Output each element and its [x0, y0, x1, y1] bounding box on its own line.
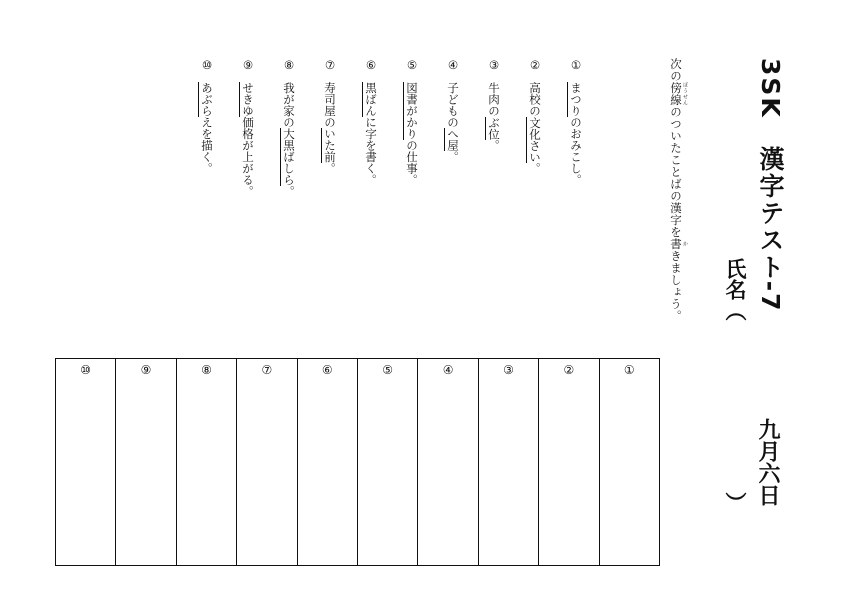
question-number: ⑩ [200, 58, 214, 72]
question-target: 黒ばん [364, 82, 378, 117]
question-item [527, 58, 543, 174]
answer-cell-10[interactable]: ⑩ [80, 363, 92, 377]
question-pre: 寿司屋の [323, 82, 337, 128]
question-item [281, 58, 297, 197]
question-number: ⑦ [323, 58, 337, 72]
question-target: せきゆ [241, 82, 255, 117]
question-number: ③ [487, 58, 501, 72]
question-pre: 子どもの [446, 82, 460, 128]
question-number: ⑥ [364, 58, 378, 72]
answer-cell-2[interactable]: ② [538, 359, 598, 565]
question-item [445, 58, 461, 163]
question-target: まつり [569, 82, 583, 117]
question-post: えを描く。 [200, 116, 214, 174]
kaku-base: 書 [669, 238, 683, 250]
instruction-before: 次の [669, 58, 683, 82]
question-post: 価格が上がる。 [241, 116, 255, 197]
answer-cell-4[interactable]: ④ [417, 359, 477, 565]
answer-cell-8[interactable]: ⑧ [176, 359, 236, 565]
answer-cell-3[interactable]: ③ [478, 359, 538, 565]
question-target: 図書がかり [405, 82, 419, 140]
question-post: に字を書く。 [364, 116, 378, 186]
question-post: 。 [446, 151, 460, 163]
instruction-kaku [669, 238, 688, 250]
question-post: 。 [487, 139, 501, 151]
test-date: 九月六日 [755, 418, 780, 506]
instruction-middle: のついたことばの漢字を [669, 106, 683, 238]
question-item [568, 58, 584, 186]
test-title: 3SK 漢字テスト-7 [756, 58, 785, 313]
question-target: 文化さい [528, 116, 542, 163]
question-target: あぶら [200, 82, 214, 117]
answer-cell-6[interactable]: ⑥ [297, 359, 357, 565]
question-target: ぶ位 [487, 116, 501, 140]
question-number: ⑨ [241, 58, 255, 72]
question-number: ② [528, 58, 542, 72]
question-number: ④ [446, 58, 460, 72]
answer-cell-7[interactable]: ⑦ [236, 359, 296, 565]
question-pre: 牛肉の [487, 82, 501, 117]
instruction-after: きましょう。 [669, 250, 683, 322]
question-pre: 高校の [528, 82, 542, 117]
question-number: ⑤ [405, 58, 419, 72]
answer-cell-5[interactable]: ⑤ [357, 359, 417, 565]
answer-cell-1[interactable]: ① [599, 359, 659, 565]
question-item [404, 58, 420, 186]
question-target: へ屋 [446, 128, 460, 151]
question-post: 。 [282, 185, 296, 197]
instruction-bouten [669, 82, 688, 106]
answer-cell-9[interactable]: ⑨ [115, 359, 175, 565]
question-post: の仕事。 [405, 139, 419, 186]
question-post: のおみこし。 [569, 116, 583, 186]
bouten-ruby: ぼうせん [682, 82, 688, 106]
question-post: 。 [323, 162, 337, 174]
bouten-base: 傍線 [669, 82, 683, 106]
name-close-paren: ） [723, 492, 747, 513]
kaku-ruby: か [682, 238, 688, 250]
question-item [486, 58, 502, 151]
question-target: いた前 [323, 128, 337, 163]
question-item [240, 58, 256, 197]
question-pre: 我が家の [282, 82, 296, 128]
question-post: 。 [528, 162, 542, 174]
question-item [322, 58, 338, 174]
question-item [363, 58, 379, 186]
question-number: ⑧ [282, 58, 296, 72]
question-target: 大黒ばしら [282, 128, 296, 186]
question-item [199, 58, 215, 174]
question-number: ① [569, 58, 583, 72]
instructions [668, 58, 688, 322]
name-label: 氏名（ [723, 258, 747, 321]
answer-grid [55, 358, 660, 566]
